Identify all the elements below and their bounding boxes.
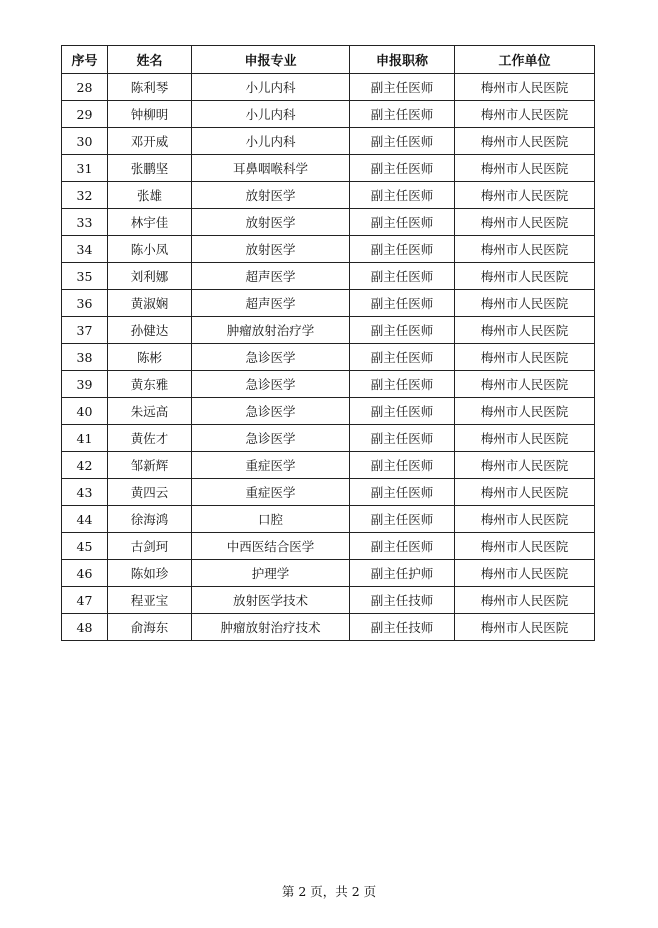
name-cell: 朱远高 [108, 398, 192, 425]
title-cell: 副主任医师 [350, 506, 455, 533]
workplace-cell: 梅州市人民医院 [455, 533, 595, 560]
serial-number-cell: 28 [62, 74, 108, 101]
workplace-cell: 梅州市人民医院 [455, 452, 595, 479]
name-cell: 黄东雅 [108, 371, 192, 398]
name-cell: 古剑珂 [108, 533, 192, 560]
specialty-cell: 护理学 [192, 560, 350, 587]
title-cell: 副主任医师 [350, 128, 455, 155]
specialty-cell: 耳鼻咽喉科学 [192, 155, 350, 182]
table-row [62, 182, 595, 209]
table-row [62, 560, 595, 587]
specialty-cell: 重症医学 [192, 452, 350, 479]
title-cell: 副主任医师 [350, 101, 455, 128]
table-row [62, 614, 595, 641]
title-cell: 副主任护师 [350, 560, 455, 587]
serial-number-cell: 29 [62, 101, 108, 128]
workplace-cell: 梅州市人民医院 [455, 479, 595, 506]
specialty-cell: 小儿内科 [192, 74, 350, 101]
table-header [62, 46, 595, 74]
specialty-cell: 急诊医学 [192, 425, 350, 452]
serial-number-cell: 45 [62, 533, 108, 560]
table-row [62, 101, 595, 128]
specialty-cell: 小儿内科 [192, 128, 350, 155]
table-row [62, 155, 595, 182]
table-row [62, 236, 595, 263]
name-cell: 邓开威 [108, 128, 192, 155]
header-serial-number: 序号 [62, 46, 108, 74]
title-cell: 副主任医师 [350, 344, 455, 371]
name-cell: 陈利琴 [108, 74, 192, 101]
table-row [62, 479, 595, 506]
table-row [62, 506, 595, 533]
name-cell: 张雄 [108, 182, 192, 209]
title-cell: 副主任医师 [350, 209, 455, 236]
serial-number-cell: 41 [62, 425, 108, 452]
name-cell: 俞海东 [108, 614, 192, 641]
specialty-cell: 重症医学 [192, 479, 350, 506]
title-cell: 副主任医师 [350, 479, 455, 506]
table-row [62, 587, 595, 614]
name-cell: 黄四云 [108, 479, 192, 506]
serial-number-cell: 34 [62, 236, 108, 263]
name-cell: 钟柳明 [108, 101, 192, 128]
workplace-cell: 梅州市人民医院 [455, 371, 595, 398]
table-row [62, 263, 595, 290]
serial-number-cell: 36 [62, 290, 108, 317]
serial-number-cell: 43 [62, 479, 108, 506]
name-cell: 邹新辉 [108, 452, 192, 479]
specialty-cell: 放射医学 [192, 209, 350, 236]
name-cell: 黄佐才 [108, 425, 192, 452]
page-footer: 第 2 页，共 2 页 [281, 884, 377, 899]
header-specialty: 申报专业 [192, 46, 350, 74]
serial-number-cell: 38 [62, 344, 108, 371]
specialty-cell: 口腔 [192, 506, 350, 533]
header-title: 申报职称 [350, 46, 455, 74]
workplace-cell: 梅州市人民医院 [455, 344, 595, 371]
header-row [62, 46, 595, 74]
workplace-cell: 梅州市人民医院 [455, 290, 595, 317]
name-cell: 陈彬 [108, 344, 192, 371]
table-row [62, 128, 595, 155]
title-cell: 副主任医师 [350, 452, 455, 479]
title-cell: 副主任医师 [350, 263, 455, 290]
title-cell: 副主任医师 [350, 290, 455, 317]
specialty-cell: 肿瘤放射治疗技术 [192, 614, 350, 641]
applicant-table [61, 45, 595, 641]
table-row [62, 533, 595, 560]
workplace-cell: 梅州市人民医院 [455, 317, 595, 344]
serial-number-cell: 40 [62, 398, 108, 425]
workplace-cell: 梅州市人民医院 [455, 101, 595, 128]
workplace-cell: 梅州市人民医院 [455, 155, 595, 182]
title-cell: 副主任医师 [350, 182, 455, 209]
workplace-cell: 梅州市人民医院 [455, 74, 595, 101]
title-cell: 副主任医师 [350, 236, 455, 263]
specialty-cell: 超声医学 [192, 263, 350, 290]
title-cell: 副主任医师 [350, 74, 455, 101]
name-cell: 程亚宝 [108, 587, 192, 614]
header-workplace: 工作单位 [455, 46, 595, 74]
name-cell: 刘利娜 [108, 263, 192, 290]
title-cell: 副主任技师 [350, 587, 455, 614]
serial-number-cell: 31 [62, 155, 108, 182]
title-cell: 副主任医师 [350, 398, 455, 425]
workplace-cell: 梅州市人民医院 [455, 128, 595, 155]
name-cell: 林宇佳 [108, 209, 192, 236]
serial-number-cell: 44 [62, 506, 108, 533]
table-row [62, 371, 595, 398]
title-cell: 副主任技师 [350, 614, 455, 641]
title-cell: 副主任医师 [350, 533, 455, 560]
name-cell: 孙健达 [108, 317, 192, 344]
specialty-cell: 小儿内科 [192, 101, 350, 128]
serial-number-cell: 30 [62, 128, 108, 155]
serial-number-cell: 48 [62, 614, 108, 641]
name-cell: 黄淑娴 [108, 290, 192, 317]
serial-number-cell: 39 [62, 371, 108, 398]
workplace-cell: 梅州市人民医院 [455, 209, 595, 236]
table-row [62, 290, 595, 317]
specialty-cell: 急诊医学 [192, 398, 350, 425]
workplace-cell: 梅州市人民医院 [455, 182, 595, 209]
workplace-cell: 梅州市人民医院 [455, 398, 595, 425]
table-row [62, 344, 595, 371]
workplace-cell: 梅州市人民医院 [455, 506, 595, 533]
table-row [62, 74, 595, 101]
header-name: 姓名 [108, 46, 192, 74]
name-cell: 陈如珍 [108, 560, 192, 587]
serial-number-cell: 37 [62, 317, 108, 344]
serial-number-cell: 46 [62, 560, 108, 587]
specialty-cell: 超声医学 [192, 290, 350, 317]
workplace-cell: 梅州市人民医院 [455, 263, 595, 290]
workplace-cell: 梅州市人民医院 [455, 425, 595, 452]
name-cell: 徐海鸿 [108, 506, 192, 533]
specialty-cell: 中西医结合医学 [192, 533, 350, 560]
title-cell: 副主任医师 [350, 155, 455, 182]
serial-number-cell: 42 [62, 452, 108, 479]
table-row [62, 425, 595, 452]
specialty-cell: 放射医学 [192, 182, 350, 209]
table-row [62, 452, 595, 479]
workplace-cell: 梅州市人民医院 [455, 587, 595, 614]
table-row [62, 209, 595, 236]
title-cell: 副主任医师 [350, 425, 455, 452]
specialty-cell: 急诊医学 [192, 371, 350, 398]
specialty-cell: 放射医学 [192, 236, 350, 263]
workplace-cell: 梅州市人民医院 [455, 560, 595, 587]
workplace-cell: 梅州市人民医院 [455, 236, 595, 263]
workplace-cell: 梅州市人民医院 [455, 614, 595, 641]
specialty-cell: 放射医学技术 [192, 587, 350, 614]
table-row [62, 317, 595, 344]
title-cell: 副主任医师 [350, 371, 455, 398]
specialty-cell: 肿瘤放射治疗学 [192, 317, 350, 344]
serial-number-cell: 33 [62, 209, 108, 236]
table-row [62, 398, 595, 425]
specialty-cell: 急诊医学 [192, 344, 350, 371]
title-cell: 副主任医师 [350, 317, 455, 344]
name-cell: 张鹏坚 [108, 155, 192, 182]
name-cell: 陈小凤 [108, 236, 192, 263]
serial-number-cell: 47 [62, 587, 108, 614]
serial-number-cell: 35 [62, 263, 108, 290]
serial-number-cell: 32 [62, 182, 108, 209]
table-body [62, 74, 595, 641]
